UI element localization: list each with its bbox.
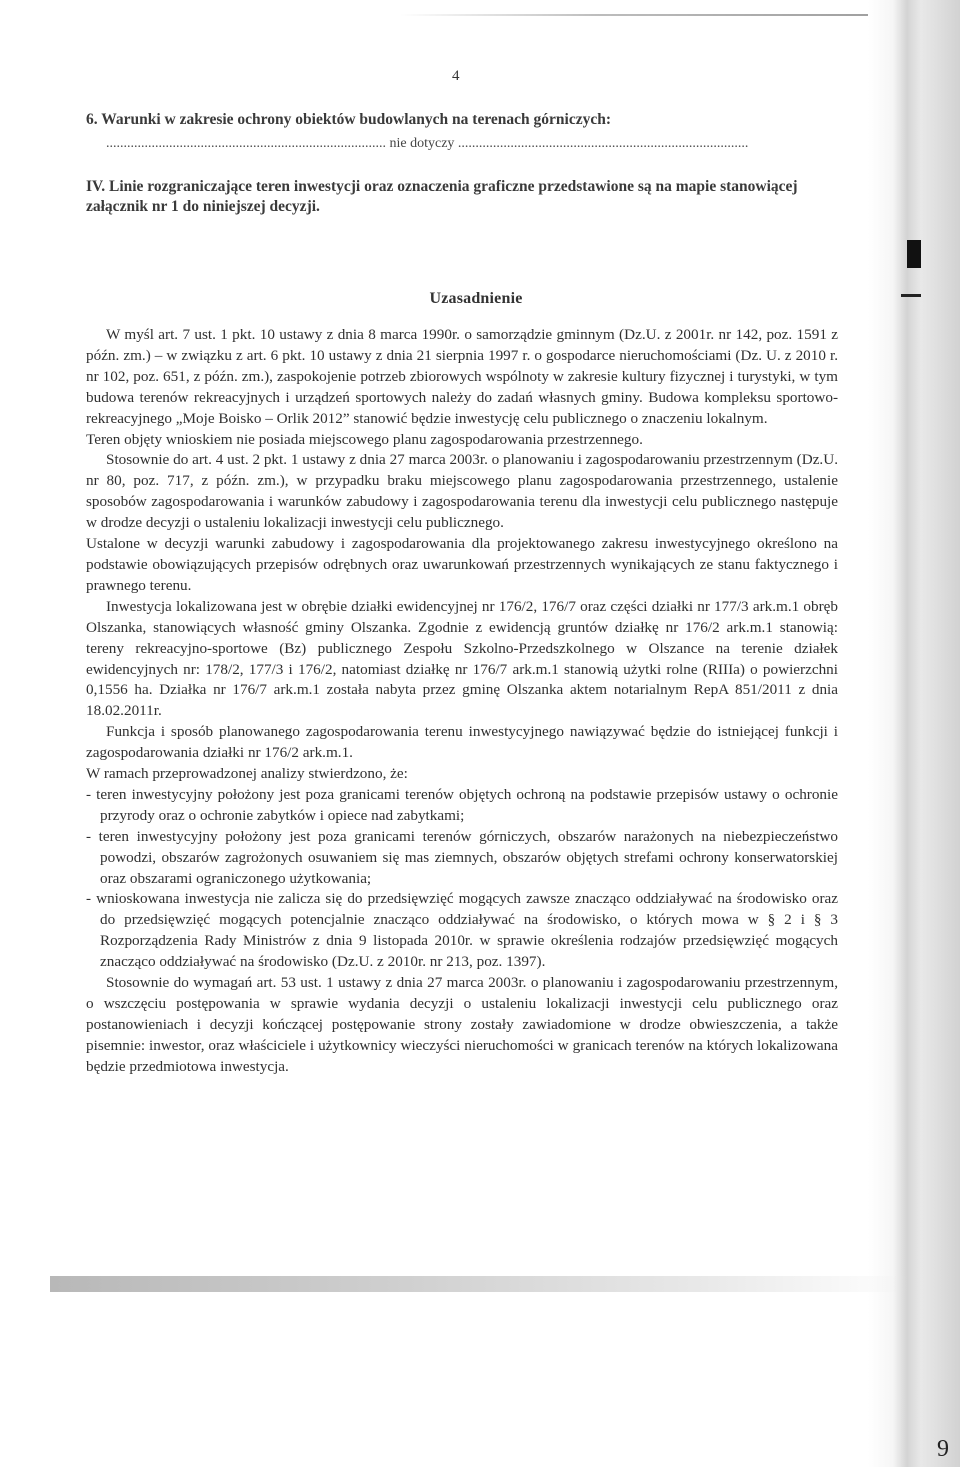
paragraph-analysis-intro: W ramach przeprowadzonej analizy stwierdzono, że:	[86, 765, 408, 783]
scan-right-edge-bar	[893, 0, 921, 1467]
paragraph-legal-basis: W myśl art. 7 ust. 1 pkt. 10 ustawy z dnia 8 marca 1990r. o samorządzie gminnym (Dz.U. z 2001r. nr 142, poz. 1591 z późn. zm.) – w związku z art. 6 pkt. 10 ustawy z dnia 21 sierpnia 1997 r. o gospodarce nieruchomościami (Dz. U. z 2010 r. nr 102, poz. 651, z późn. zm.), zaspokojenie potrzeb zbiorowych wspólnoty w zakresie kultury fizycznej i turystyki, w tym budowa terenów rekreacyjnych i urządzeń sportowych należy do zadań własnych gminy. Budowa kompleksu sportowo-rekreacyjnego „Moje Boisko – Orlik 2012” stanowić będzie inwestycję celu publicznego o znaczeniu lokalnym.	[86, 326, 838, 427]
justification-body	[86, 325, 838, 1078]
justification-title: Uzasadnienie	[429, 290, 523, 307]
binding-mark	[907, 240, 921, 268]
analysis-bullet-mining: - teren inwestycyjny położony jest poza granicami terenów górniczych, obszarów narażonych na niebezpieczeństwo powodzi, obszarów zagrożonych osuwaniem się mas ziemnych, obszarów objętych strefami ochrony konserwatorskiej oraz obszarami ograniczonego użytkowania;	[86, 827, 838, 887]
paragraph-plots: Inwestycja lokalizowana jest w obrębie działki ewidencyjnej nr 176/2, 176/7 oraz części działki nr 177/3 ark.m.1 obręb Olszanka, stanowiących własność gminy Olszanka. Zgodnie z ewidencją gruntów działkę nr 176/2 ark.m.1 stanowią: tereny rekreacyjno-sportowe (Bz) publicznego Zespołu Szkolno-Przedszkolnego w Olszance na terenie działek ewidencyjnych nr: 178/2, 177/3 i 176/2, natomiast działkę nr 176/7 ark.m.1 stanowią użytki rolne (RIIIa) o powierzchni 0,1556 ha. Działka nr 176/7 ark.m.1 została nabyta przez gminę Olszanka aktem notarialnym RepA 851/2011 z dnia 18.02.2011r.	[86, 597, 838, 720]
page-number: 4	[452, 68, 460, 84]
section-6-value: nie dotyczy	[389, 136, 455, 151]
section-iv-heading: IV. Linie rozgraniczające teren inwestycji oraz oznaczenia graficzne przedstawione są na mapie stanowiącej załącznik nr 1 do niniejszej decyzji.	[86, 178, 798, 215]
analysis-bullet-nature: - teren inwestycyjny położony jest poza granicami terenów objętych ochroną na podstawie przepisów ustawy o ochronie przyrody oraz o ochronie zabytków i opiece nad zabytkami;	[86, 785, 838, 824]
paragraph-conditions: Ustalone w decyzji warunki zabudowy i zagospodarowania dla projektowanego zakresu inwestycyjnego określono na podstawie obowiązujących przepisów odrębnych oraz uwarunkowań przestrzennych wynikających ze stanu faktycznego i prawnego terenu.	[86, 535, 838, 594]
analysis-bullet-environment: - wnioskowana inwestycja nie zalicza się do przedsięwzięć mogących zawsze znacząco oddziaływać na środowisko oraz do przedsięwzięć mogących potencjalnie znacząco oddziaływać na środowisko, o których mowa w § 2 i § 3 Rozporządzenia Rady Ministrów z dnia 9 listopada 2010r. w sprawie określenia rodzajów przedsięwzięć mogących znacząco oddziaływać na środowisko (Dz.U. z 2010r. nr 213, poz. 1397).	[86, 890, 838, 971]
binding-mark-line	[901, 294, 921, 297]
paragraph-procedure: Stosownie do art. 4 ust. 2 pkt. 1 ustawy z dnia 27 marca 2003r. o planowaniu i zagospodarowaniu przestrzennym (Dz.U. nr 80, poz. 717, z późn. zm.), w przypadku braku miejscowego planu zagospodarowania przestrzennego, ustalenie sposobów zagospodarowania i warunków zabudowy i zagospodarowania terenu dla inwestycji celu publicznego następuje w drodze decyzji o ustaleniu lokalizacji inwestycji celu publicznego.	[86, 451, 838, 532]
section-6-heading: 6. Warunki w zakresie ochrony obiektów budowlanych na terenach górniczych:	[86, 111, 612, 128]
paragraph-function: Funkcja i sposób planowanego zagospodarowania terenu inwestycyjnego nawiązywać będzie do istniejącej funkcji i zagospodarowania działki nr 176/2 ark.m.1.	[86, 723, 838, 762]
dot-leader-right: ...................................................................................	[457, 136, 749, 151]
scan-bottom-shadow	[50, 1276, 910, 1292]
section-6-value-line	[106, 136, 806, 152]
dot-leader-left: ................................................................................	[106, 136, 386, 151]
paragraph-closing: Stosownie do wymagań art. 53 ust. 1 ustawy z dnia 27 marca 2003r. o planowaniu i zagospodarowaniu przestrzennym, o wszczęciu postępowania w sprawie wydania decyzji o ustaleniu lokalizacji inwestycji celu publicznego oraz postanowieniach i decyzji kończącej postępowanie strony zostały zawiadomione w drodze obwieszczenia, a także pisemnie: inwestor, oraz właściciele i użytkownicy wieczyści nieruchomości w granicach terenów na których lokalizowana będzie przedmiotowa inwestycja.	[86, 974, 838, 1075]
corner-page-number: 9	[937, 1436, 949, 1462]
paragraph-no-plan: Teren objęty wnioskiem nie posiada miejscowego planu zagospodarowania przestrzennego.	[86, 430, 643, 448]
scan-top-edge-line	[400, 14, 890, 16]
